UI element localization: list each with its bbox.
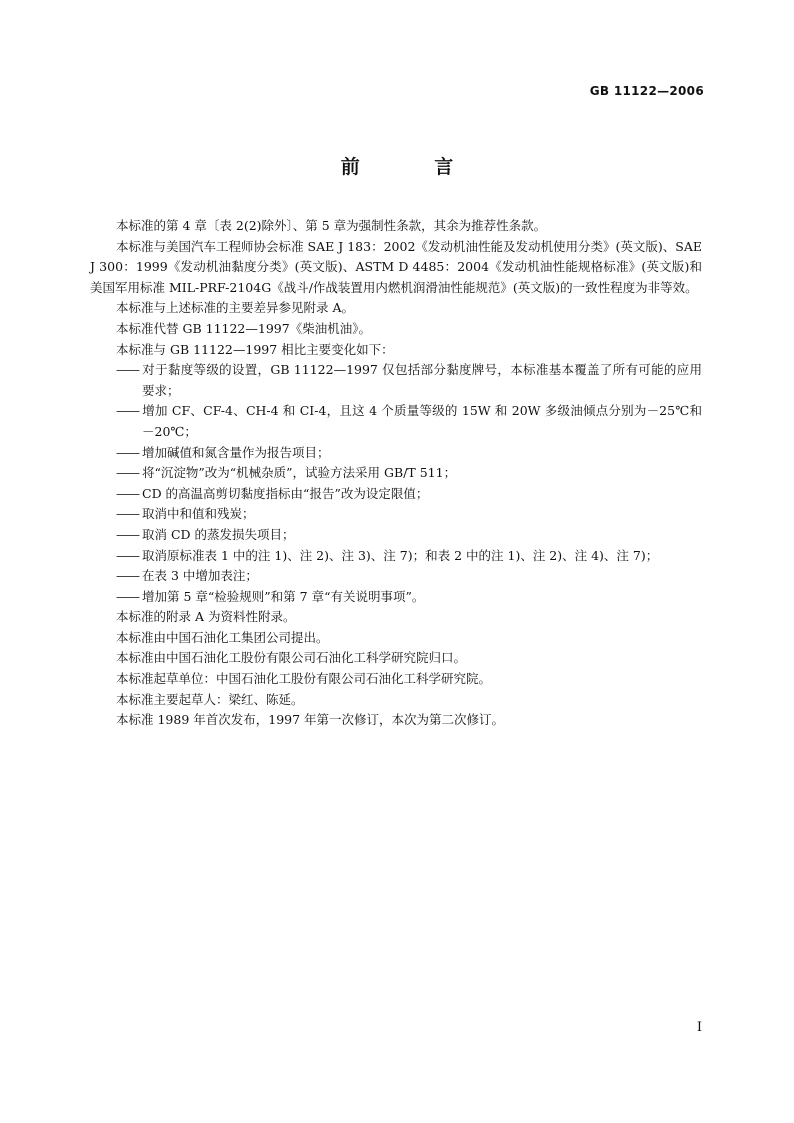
list-item [90,401,702,442]
page-number: I [696,1020,702,1035]
standard-code: GB 11122—2006 [589,84,704,98]
change-list [90,360,702,607]
dash-marker: —— [116,362,139,378]
paragraph: 本标准的第 4 章〔表 2(2)除外〕、第 5 章为强制性条款，其余为推荐性条款。 [116,218,547,233]
list-item-text: 对于黏度等级的设置，GB 11122—1997 仅包括部分黏度牌号，本标准基本覆盖了所有可能的应用要求； [142,362,702,398]
dash-marker: —— [116,444,139,460]
list-item [90,360,702,401]
list-item [90,566,702,587]
paragraph: 本标准由中国石油化工股份有限公司石油化工科学研究院归口。 [116,650,467,666]
list-item-text: 增加第 5 章“检验规则”和第 7 章“有关说明事项”。 [142,588,425,604]
dash-marker: —— [116,506,139,522]
dash-marker: —— [116,588,139,604]
list-item-text: 取消 CD 的蒸发损失项目； [142,526,295,542]
paragraph: 本标准的附录 A 为资料性附录。 [116,609,296,625]
paragraph: 本标准由中国石油化工集团公司提出。 [116,629,329,645]
paragraph: 本标准与上述标准的主要差异参见附录 A。 [116,300,355,316]
foreword-body [90,216,702,731]
dash-marker: —— [116,568,139,584]
dash-marker: —— [116,403,139,419]
paragraph: 本标准起草单位：中国石油化工股份有限公司石油化工科学研究院。 [116,671,492,687]
paragraph: 本标准主要起草人：梁红、陈延。 [116,691,304,707]
list-item-text: 将“沉淀物”改为“机械杂质”，试验方法采用 GB/T 511； [142,465,457,481]
page-title: 前 言 [340,156,488,178]
list-item [90,546,702,567]
dash-marker: —— [116,465,139,481]
list-item-text: 增加碱值和氮含量作为报告项目； [142,444,330,460]
paragraph: 本标准 1989 年首次发布，1997 年第一次修订，本次为第二次修订。 [116,712,505,728]
list-item [90,463,702,484]
list-item [90,587,702,608]
paragraph: 本标准与 GB 11122—1997 相比主要变化如下： [116,341,394,357]
list-item-text: 取消中和值和残炭； [142,506,255,522]
list-item [90,484,702,505]
list-item [90,504,702,525]
list-item-text: CD 的高温高剪切黏度指标由“报告”改为设定限值； [142,485,429,501]
list-item-text: 增加 CF、CF-4、CH-4 和 CI-4，且这 4 个质量等级的 15W 和 20W 多级油倾点分别为－25℃和－20℃； [142,403,702,439]
list-item-text: 取消原标准表 1 中的注 1)、注 2)、注 3)、注 7)；和表 2 中的注 1)、注 2)、注 4)、注 7)； [142,547,659,563]
paragraph: 本标准代替 GB 11122—1997《柴油机油》。 [116,320,371,336]
dash-marker: —— [116,485,139,501]
list-item [90,525,702,546]
list-item [90,443,702,464]
dash-marker: —— [116,547,139,563]
paragraph: 本标准与美国汽车工程师协会标准 SAE J 183：2002《发动机油性能及发动机使用分类》(英文版)、SAE J 300：1999《发动机油黏度分类》(英文版)、ASTM D 4485：2004《发动机油性能规格标准》(英文版)和美国军用标准 MIL-PRF-2104G《战斗/作战装置用内燃机润滑油性能规范》(英文版)的一致性程度为非等效。 [90,238,702,295]
list-item-text: 在表 3 中增加表注； [142,568,258,584]
dash-marker: —— [116,526,139,542]
